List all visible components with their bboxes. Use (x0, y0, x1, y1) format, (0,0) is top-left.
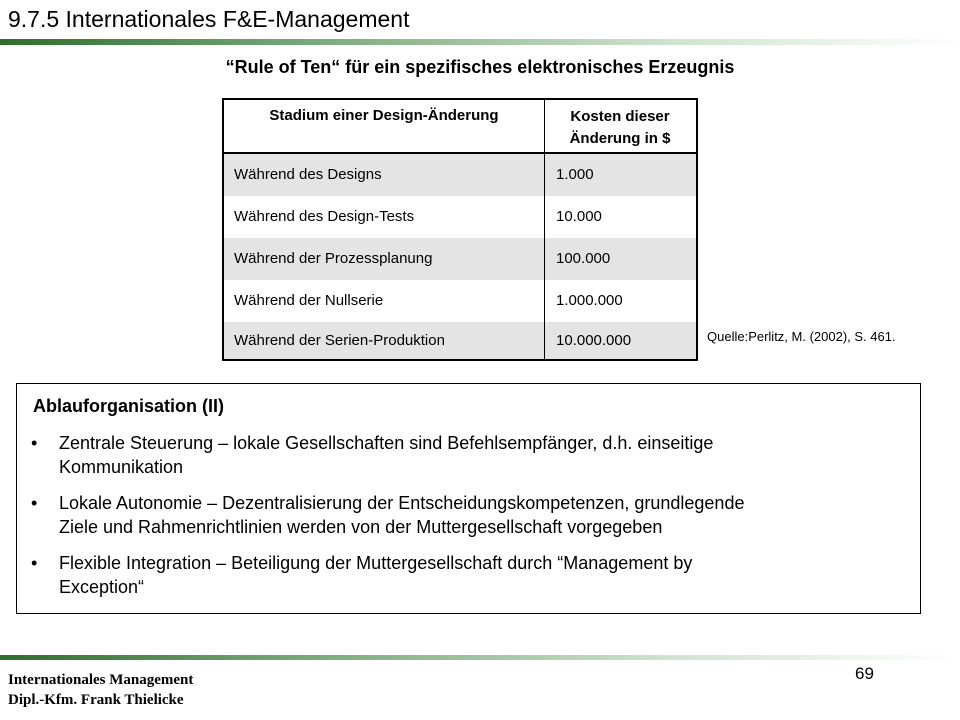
page-number: 69 (855, 664, 874, 683)
cell-cost: 100.000 (556, 250, 611, 267)
column-header-cost-line2: Änderung in $ (569, 130, 671, 147)
bullet-item (31, 431, 901, 479)
bullet-line: Flexible Integration – Beteiligung der Muttergesellschaft durch “Management by (59, 553, 693, 573)
bullet-dot-icon: • (31, 553, 38, 573)
footer-author: Dipl.-Kfm. Frank Thielicke (8, 692, 184, 708)
cell-cost: 10.000 (556, 208, 602, 225)
ablauforganisation-box (16, 383, 921, 614)
cell-stage: Während der Serien-Produktion (234, 332, 445, 349)
cell-cost: 1.000 (556, 166, 594, 183)
table-row (224, 238, 696, 280)
bullet-line: Kommunikation (59, 457, 184, 477)
box-heading: Ablauforganisation (II) (33, 396, 224, 416)
table-row (224, 322, 696, 359)
bullet-line: Ziele und Rahmenrichtlinien werden von der Muttergesellschaft vorgegeben (59, 517, 663, 537)
cell-cost: 1.000.000 (556, 292, 623, 309)
table-row (224, 280, 696, 322)
column-header-cost-line1: Kosten dieser (570, 108, 670, 125)
bullet-item (31, 551, 901, 599)
slide-subtitle: “Rule of Ten“ für ein spezifisches elektronisches Erzeugnis (225, 57, 735, 77)
table-row (224, 154, 696, 196)
cell-stage: Während der Prozessplanung (234, 250, 433, 267)
bullet-dot-icon: • (31, 493, 38, 513)
bullet-line: Lokale Autonomie – Dezentralisierung der Entscheidungskompetenzen, grundlegende (59, 493, 745, 513)
bullet-dot-icon: • (31, 433, 38, 453)
footer-divider (0, 655, 960, 660)
table-header (224, 100, 696, 154)
column-header-cost (544, 106, 696, 150)
bullet-item (31, 491, 901, 539)
column-divider (544, 100, 545, 359)
bullet-line: Exception“ (59, 577, 145, 597)
page-title: 9.7.5 Internationales F&E-Management (8, 6, 410, 32)
header-divider (0, 39, 960, 45)
cell-cost: 10.000.000 (556, 332, 632, 349)
rule-of-ten-table (222, 98, 698, 361)
column-header-stage-label: Stadium einer Design-Änderung (269, 107, 499, 124)
footer-organization: Internationales Management (8, 672, 194, 688)
cell-stage: Während der Nullserie (234, 292, 384, 309)
bullet-line: Zentrale Steuerung – lokale Gesellschaften sind Befehlsempfänger, d.h. einseitige (59, 433, 714, 453)
table-row (224, 196, 696, 238)
source-citation: Quelle:Perlitz, M. (2002), S. 461. (707, 329, 896, 344)
cell-stage: Während des Designs (234, 166, 382, 183)
column-header-stage (224, 106, 544, 126)
cell-stage: Während des Design-Tests (234, 208, 415, 225)
